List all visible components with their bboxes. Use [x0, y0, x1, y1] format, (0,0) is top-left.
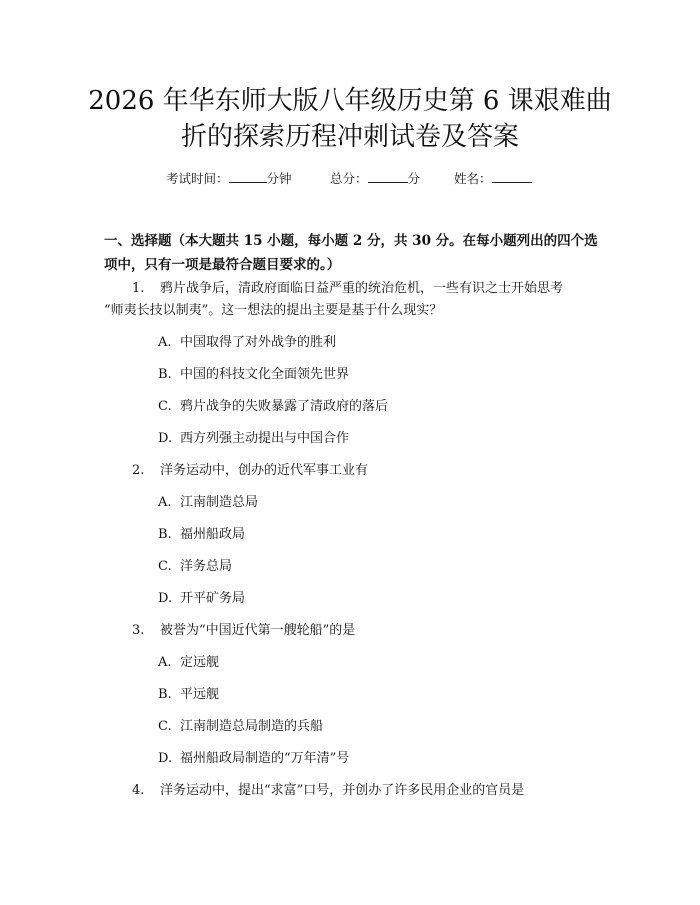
- question-1-stem-line-2: “师夷长技以制夷”。这一想法的提出主要是基于什么现实？: [104, 303, 443, 318]
- option-text: 洋务总局: [180, 559, 233, 574]
- option-text: 平远舰: [180, 687, 220, 702]
- section-heading-line-1: 一、选择题（本大题共 15 小题，每小题 2 分，共 30 分。在每小题列出的四个选: [104, 233, 598, 249]
- student-name-label: 姓名：: [454, 171, 492, 186]
- option-text: 开平矿务局: [180, 591, 246, 606]
- option-text: 福州船政局制造的“万年清”号: [180, 751, 350, 766]
- option-text: 江南制造总局: [180, 495, 259, 510]
- option-text: 福州船政局: [180, 527, 246, 542]
- option-text: 中国的科技文化全面领先世界: [180, 367, 350, 382]
- option-text: 中国取得了对外战争的胜利: [180, 335, 337, 350]
- question-3-stem: [132, 622, 355, 640]
- student-name-field: [454, 170, 532, 187]
- total-score-label: 总分：: [330, 171, 368, 186]
- section-heading-line-2: 项中，只有一项是最符合题目要求的。）: [104, 257, 341, 273]
- question-number: 4.: [132, 783, 145, 798]
- total-score-field: [330, 170, 420, 187]
- option-letter: B.: [158, 687, 172, 702]
- question-2-stem: [132, 462, 368, 480]
- option-text: 鸦片战争的失败暴露了清政府的落后: [180, 399, 389, 414]
- exam-title-line-2: 折的探索历程冲刺试卷及答案: [180, 122, 519, 152]
- option-letter: B.: [158, 367, 172, 382]
- question-2-option-b: [158, 526, 245, 544]
- question-number: 2.: [132, 463, 145, 478]
- question-3-option-a: [158, 654, 219, 672]
- question-3-option-d: [158, 750, 349, 768]
- student-name-blank: [492, 170, 532, 183]
- question-4-stem: [132, 782, 524, 800]
- option-letter: C.: [158, 559, 172, 574]
- question-4-stem-text: 洋务运动中，提出“求富”口号，并创办了许多民用企业的官员是: [160, 783, 525, 798]
- option-text: 西方列强主动提出与中国合作: [180, 431, 350, 446]
- question-1-stem: [132, 280, 563, 298]
- exam-time-label: 考试时间：: [166, 171, 229, 186]
- question-3-stem-text: 被誉为“中国近代第一艘轮船”的是: [160, 623, 356, 638]
- question-1-option-a: [158, 334, 336, 352]
- option-letter: C.: [158, 399, 172, 414]
- question-3-option-c: [158, 718, 323, 736]
- question-1-option-b: [158, 366, 349, 384]
- option-text: 定远舰: [180, 655, 220, 670]
- option-letter: D.: [158, 431, 173, 446]
- question-2-option-d: [158, 590, 245, 608]
- total-score-blank: [368, 170, 408, 183]
- question-2-option-a: [158, 494, 258, 512]
- option-letter: B.: [158, 527, 172, 542]
- option-letter: A.: [158, 335, 172, 350]
- total-score-unit: 分: [407, 171, 421, 186]
- option-letter: C.: [158, 719, 172, 734]
- option-letter: A.: [158, 655, 172, 670]
- question-2-stem-text: 洋务运动中，创办的近代军事工业有: [160, 463, 369, 478]
- exam-time-unit: 分钟: [266, 171, 292, 186]
- exam-time-blank: [229, 170, 267, 183]
- question-1-option-d: [158, 430, 349, 448]
- exam-title-line-1: 2026 年华东师大版八年级历史第 6 课艰难曲: [88, 86, 612, 116]
- question-number: 3.: [132, 623, 145, 638]
- question-1-stem-line-1: 鸦片战争后，清政府面临日益严重的统治危机，一些有识之士开始思考: [160, 281, 564, 296]
- question-1-option-c: [158, 398, 388, 416]
- option-letter: D.: [158, 751, 173, 766]
- exam-time-field: [166, 170, 292, 187]
- question-2-option-c: [158, 558, 232, 576]
- question-number: 1.: [132, 281, 145, 296]
- option-letter: A.: [158, 495, 172, 510]
- option-text: 江南制造总局制造的兵船: [180, 719, 324, 734]
- option-letter: D.: [158, 591, 173, 606]
- question-3-option-b: [158, 686, 219, 704]
